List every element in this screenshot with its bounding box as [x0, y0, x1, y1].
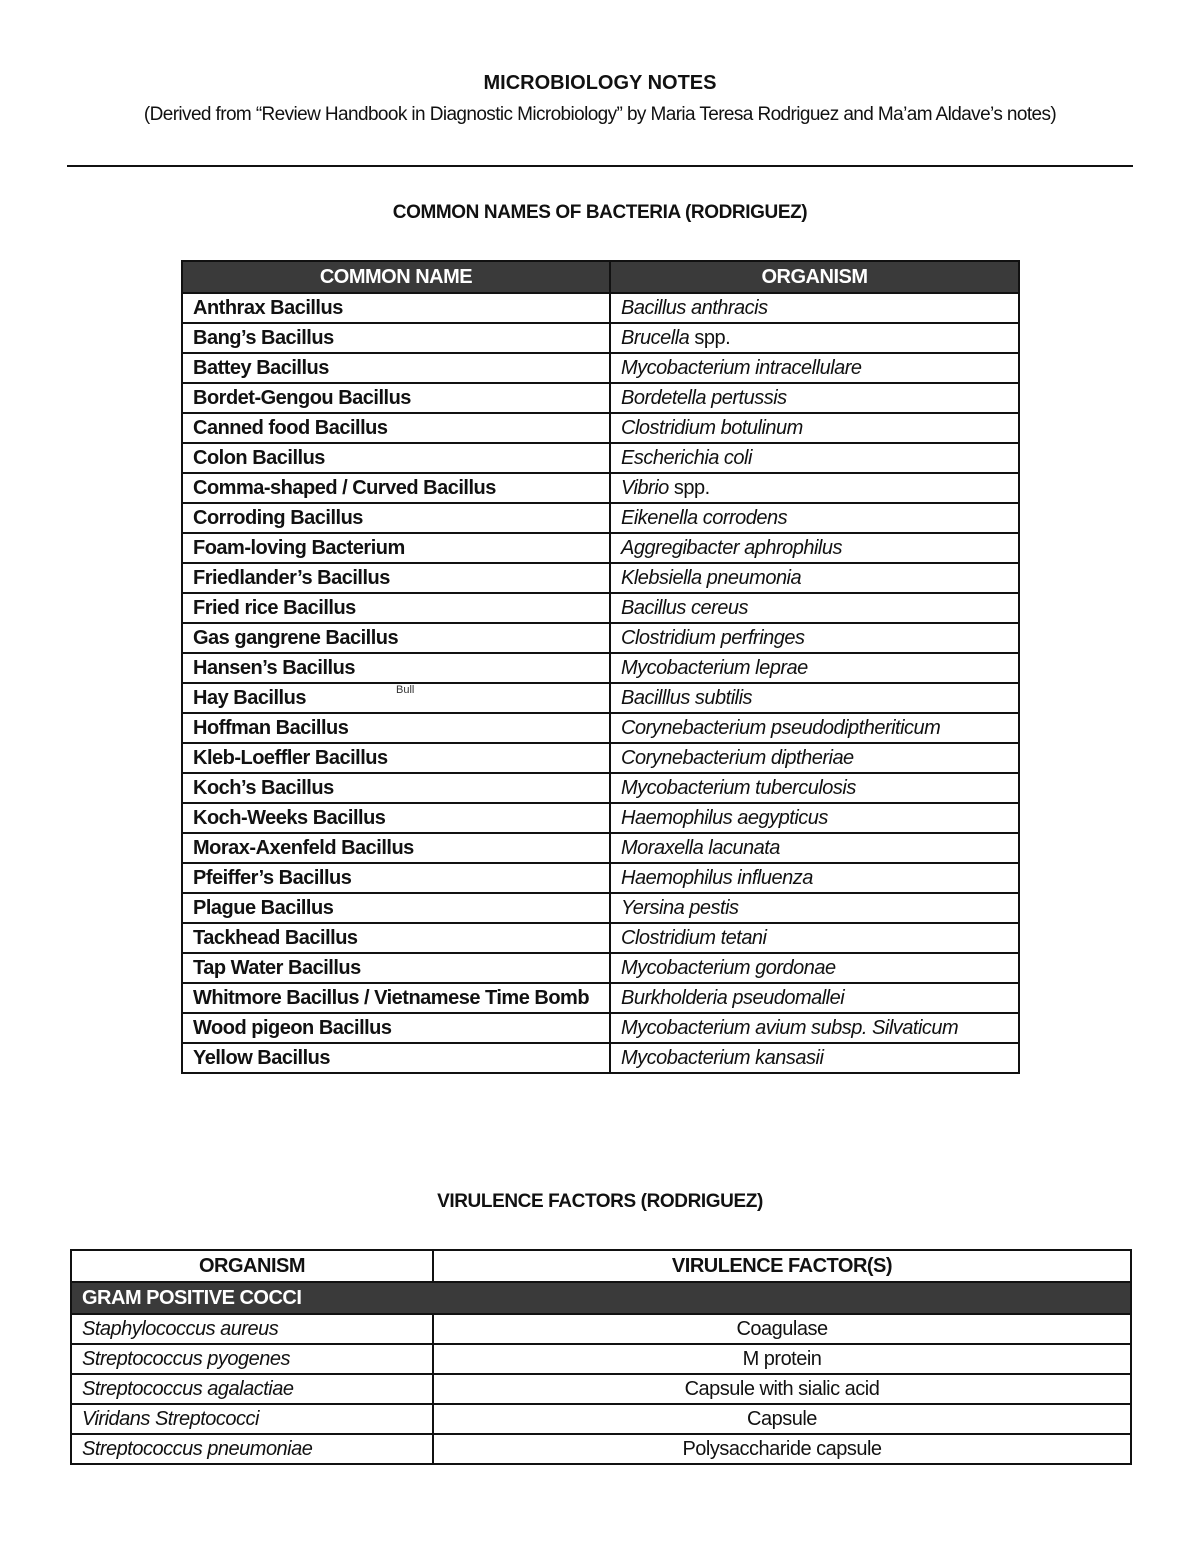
table-row: [182, 683, 1019, 713]
organism-name: Corynebacterium diptheriae: [621, 747, 854, 769]
table-row: [182, 533, 1019, 563]
page-subtitle: (Derived from “Review Handbook in Diagnostic Microbiology” by Maria Teresa Rodriguez and Ma’am Aldave’s notes): [143, 104, 1057, 125]
table-row: [182, 293, 1019, 323]
common-name-cell: Fried rice Bacillus: [182, 593, 610, 623]
table-row: [182, 803, 1019, 833]
organism-name: Bordetella pertussis: [621, 387, 787, 409]
organism-name: Mycobacterium gordonae: [621, 957, 836, 979]
organism-cell: [610, 563, 1019, 593]
common-name-cell: Anthrax Bacillus: [182, 293, 610, 323]
organism-name: Mycobacterium tuberculosis: [621, 777, 856, 799]
organism-name: Escherichia coli: [621, 447, 752, 469]
table-row: [182, 773, 1019, 803]
organism-cell: [610, 383, 1019, 413]
table-row: [182, 713, 1019, 743]
organism-cell: [610, 473, 1019, 503]
organism-name: Bacilllus subtilis: [621, 687, 753, 709]
common-name-cell: Tackhead Bacillus: [182, 923, 610, 953]
table-row: [182, 863, 1019, 893]
common-name-cell: Foam-loving Bacterium: [182, 533, 610, 563]
stray-text-fragment: Bull: [396, 684, 415, 696]
table-row: [71, 1344, 1131, 1374]
organism-cell: Streptococcus pyogenes: [71, 1344, 433, 1374]
organism-name: Burkholderia pseudomallei: [621, 987, 845, 1009]
table-row: [71, 1434, 1131, 1464]
organism-suffix: spp.: [668, 477, 710, 499]
column-header-common-name: COMMON NAME: [182, 261, 610, 293]
table-row: [182, 983, 1019, 1013]
table-row: [182, 473, 1019, 503]
common-name-cell: Whitmore Bacillus / Vietnamese Time Bomb: [182, 983, 610, 1013]
table-row: [182, 953, 1019, 983]
table-row: [182, 563, 1019, 593]
common-name-cell: Battey Bacillus: [182, 353, 610, 383]
organism-cell: [610, 623, 1019, 653]
organism-cell: [610, 893, 1019, 923]
organism-cell: [610, 833, 1019, 863]
organism-name: Mycobacterium kansasii: [621, 1047, 824, 1069]
organism-cell: [610, 983, 1019, 1013]
common-name-cell: Bordet-Gengou Bacillus: [182, 383, 610, 413]
organism-cell: [610, 803, 1019, 833]
common-name-cell: Kleb-Loeffler Bacillus: [182, 743, 610, 773]
table-row: [182, 383, 1019, 413]
organism-name: Clostridium perfringes: [621, 627, 805, 649]
common-name-cell: Wood pigeon Bacillus: [182, 1013, 610, 1043]
common-names-body: [182, 293, 1019, 1073]
group-label-gram-positive-cocci: GRAM POSITIVE COCCI: [71, 1282, 1131, 1314]
organism-name: Corynebacterium pseudodiptheriticum: [621, 717, 941, 739]
table-row: [182, 503, 1019, 533]
virulence-factors-table: [70, 1249, 1132, 1465]
organism-cell: [610, 653, 1019, 683]
table-row: [182, 833, 1019, 863]
common-name-cell: Yellow Bacillus: [182, 1043, 610, 1073]
table-row: [182, 743, 1019, 773]
page-title: MICROBIOLOGY NOTES: [483, 72, 717, 94]
table-row: [71, 1404, 1131, 1434]
organism-cell: [610, 353, 1019, 383]
organism-cell: [610, 293, 1019, 323]
table-row: [182, 593, 1019, 623]
common-name-cell: Corroding Bacillus: [182, 503, 610, 533]
organism-cell: [610, 1043, 1019, 1073]
organism-cell: [610, 1013, 1019, 1043]
table-row: [182, 623, 1019, 653]
organism-name: Yersina pestis: [621, 897, 739, 919]
organism-cell: [610, 323, 1019, 353]
organism-suffix: spp.: [689, 327, 731, 349]
virulence-factor-cell: Polysaccharide capsule: [433, 1434, 1131, 1464]
common-name-cell: Hay Bacillus: [182, 683, 610, 713]
common-name-cell: Colon Bacillus: [182, 443, 610, 473]
common-name-cell: Bang’s Bacillus: [182, 323, 610, 353]
organism-cell: [610, 863, 1019, 893]
organism-name: Brucella: [621, 327, 690, 349]
virulence-factor-cell: M protein: [433, 1344, 1131, 1374]
organism-name: Bacillus cereus: [621, 597, 749, 619]
organism-cell: Streptococcus agalactiae: [71, 1374, 433, 1404]
table-row: [182, 653, 1019, 683]
common-name-cell: Comma-shaped / Curved Bacillus: [182, 473, 610, 503]
table-header-row: [182, 261, 1019, 293]
common-name-cell: Morax-Axenfeld Bacillus: [182, 833, 610, 863]
organism-cell: [610, 593, 1019, 623]
organism-cell: [610, 533, 1019, 563]
organism-cell: Viridans Streptococci: [71, 1404, 433, 1434]
table-row: [182, 893, 1019, 923]
organism-cell: [610, 503, 1019, 533]
organism-name: Clostridium botulinum: [621, 417, 803, 439]
virulence-factor-cell: Coagulase: [433, 1314, 1131, 1344]
common-name-cell: Friedlander’s Bacillus: [182, 563, 610, 593]
organism-cell: [610, 713, 1019, 743]
common-name-cell: Canned food Bacillus: [182, 413, 610, 443]
common-names-table: [181, 260, 1020, 1074]
table-row: [182, 1043, 1019, 1073]
table-row: [182, 413, 1019, 443]
common-name-cell: Hoffman Bacillus: [182, 713, 610, 743]
organism-name: Haemophilus influenza: [621, 867, 813, 889]
organism-name: Aggregibacter aphrophilus: [621, 537, 842, 559]
group-row: [71, 1282, 1131, 1314]
common-name-cell: Plague Bacillus: [182, 893, 610, 923]
organism-cell: [610, 413, 1019, 443]
common-name-cell: Koch’s Bacillus: [182, 773, 610, 803]
organism-name: Haemophilus aegypticus: [621, 807, 828, 829]
common-names-section-title: COMMON NAMES OF BACTERIA (RODRIGUEZ): [392, 202, 808, 223]
table-header-row: [71, 1250, 1131, 1282]
column-header-organism: ORGANISM: [71, 1250, 433, 1282]
column-header-organism: ORGANISM: [610, 261, 1019, 293]
organism-name: Eikenella corrodens: [621, 507, 788, 529]
table-row: [182, 1013, 1019, 1043]
common-name-cell: Koch-Weeks Bacillus: [182, 803, 610, 833]
organism-name: Bacillus anthracis: [621, 297, 768, 319]
organism-name: Mycobacterium avium subsp. Silvaticum: [621, 1017, 959, 1039]
virulence-section-title: VIRULENCE FACTORS (RODRIGUEZ): [437, 1191, 763, 1212]
organism-name: Mycobacterium leprae: [621, 657, 808, 679]
organism-cell: Staphylococcus aureus: [71, 1314, 433, 1344]
table-row: [182, 443, 1019, 473]
organism-name: Vibrio: [621, 477, 669, 499]
organism-cell: [610, 683, 1019, 713]
virulence-factors-body: [71, 1282, 1131, 1464]
column-header-virulence-factors: VIRULENCE FACTOR(S): [433, 1250, 1131, 1282]
organism-cell: [610, 953, 1019, 983]
organism-cell: [610, 773, 1019, 803]
common-name-cell: Tap Water Bacillus: [182, 953, 610, 983]
header-divider: [67, 165, 1133, 167]
common-name-cell: Hansen’s Bacillus: [182, 653, 610, 683]
organism-cell: [610, 923, 1019, 953]
table-row: [182, 353, 1019, 383]
organism-name: Klebsiella pneumonia: [621, 567, 802, 589]
organism-name: Mycobacterium intracellulare: [621, 357, 862, 379]
table-row: [71, 1374, 1131, 1404]
organism-cell: Streptococcus pneumoniae: [71, 1434, 433, 1464]
virulence-factor-cell: Capsule: [433, 1404, 1131, 1434]
table-row: [182, 923, 1019, 953]
organism-cell: [610, 743, 1019, 773]
organism-cell: [610, 443, 1019, 473]
table-row: [182, 323, 1019, 353]
common-name-cell: Pfeiffer’s Bacillus: [182, 863, 610, 893]
table-row: [71, 1314, 1131, 1344]
common-name-cell: Gas gangrene Bacillus: [182, 623, 610, 653]
organism-name: Clostridium tetani: [621, 927, 767, 949]
virulence-factor-cell: Capsule with sialic acid: [433, 1374, 1131, 1404]
organism-name: Moraxella lacunata: [621, 837, 780, 859]
